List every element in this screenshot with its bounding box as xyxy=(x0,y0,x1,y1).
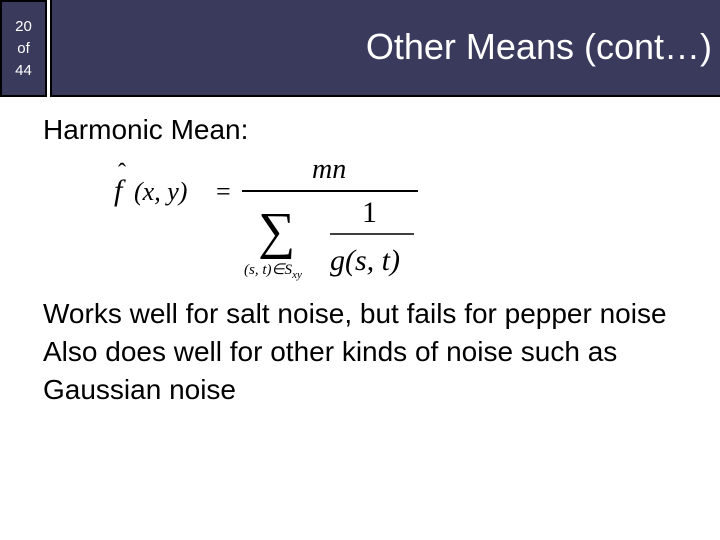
sum-subscript-xy: xy xyxy=(292,269,302,281)
slide-counter-of: of xyxy=(17,39,30,57)
paragraph-salt-noise: Works well for salt noise, but fails for pepper noise xyxy=(43,298,667,329)
formula-equals: = xyxy=(216,177,231,206)
slide-title: Other Means (cont…) xyxy=(365,26,712,67)
paragraph-gaussian-noise: Also does well for other kinds of noise such as Gaussian noise xyxy=(43,336,618,405)
harmonic-mean-formula xyxy=(108,150,428,285)
inner-numerator: 1 xyxy=(362,196,377,229)
formula-f: f xyxy=(114,174,123,207)
formula-hat: ˆ xyxy=(118,160,126,186)
title-bar xyxy=(50,0,720,97)
sum-subscript-main: (s, t)∈S xyxy=(244,262,293,278)
inner-denominator: g(s, t) xyxy=(330,244,400,277)
slide-body xyxy=(43,295,683,409)
formula-args: (x, y) xyxy=(134,177,188,206)
section-heading: Harmonic Mean: xyxy=(43,114,249,145)
slide-number: 20 xyxy=(15,17,32,35)
sum-symbol: ∑ xyxy=(258,203,296,260)
slide-counter xyxy=(0,0,47,97)
sum-subscript xyxy=(244,262,302,281)
slide-total: 44 xyxy=(15,61,32,79)
formula-numerator: mn xyxy=(312,154,347,185)
